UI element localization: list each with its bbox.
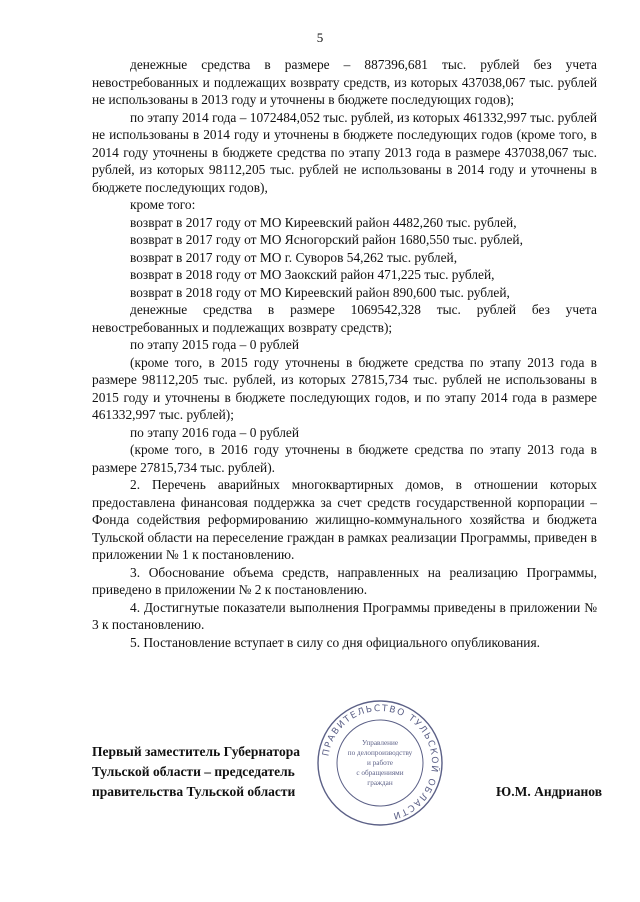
signatory-title-line: правительства Тульской области xyxy=(92,784,296,799)
signatory-title-line: Тульской области – председатель xyxy=(92,764,295,779)
paragraph: по этапу 2014 года – 1072484,052 тыс. рублей, из которых 461332,997 тыс. рублей не использованы в 2014 году и уточнены в бюджете последующих годов (кроме того, в 2014 году уточнены в бюджете средства по этапу 2013 года в размере 437038,067 тыс. рублей, из которых 98112,205 тыс. рублей не использованы в 2014 году и уточнены в бюджете последующих годов), xyxy=(92,109,597,195)
paragraph: 3. Обоснование объема средств, направленных на реализацию Программы, приведено в приложении № 2 к постановлению. xyxy=(92,564,597,597)
paragraph: 5. Постановление вступает в силу со дня официального опубликования. xyxy=(130,634,540,650)
seal-center-line: и работе xyxy=(367,759,393,767)
paragraph: возврат в 2017 году от МО г. Суворов 54,262 тыс. рублей, xyxy=(130,249,458,265)
paragraph: возврат в 2018 году от МО Киреевский район 890,600 тыс. рублей, xyxy=(130,284,510,300)
paragraph: возврат в 2018 году от МО Заокский район 471,225 тыс. рублей, xyxy=(130,267,495,282)
paragraph: 4. Достигнутые показатели выполнения Программы приведены в приложении № 3 к постановлению. xyxy=(92,599,597,632)
signatory-title-line: Первый заместитель Губернатора xyxy=(92,744,300,759)
paragraph: возврат в 2017 году от МО Киреевский район 4482,260 тыс. рублей, xyxy=(130,214,517,230)
seal-center-line: Управление xyxy=(361,739,399,747)
page-number: 5 xyxy=(316,30,324,45)
paragraph: 2. Перечень аварийных многоквартирных домов, в отношении которых предоставлена финансовая поддержка за счет средств государственной корпорации – Фонда содействия реформированию жилищно-коммунального хозяйства и бюджета Тульской области на переселение граждан в рамках реализации Программы, приведен в приложении № 1 к постановлению. xyxy=(92,477,597,562)
paragraph: возврат в 2017 году от МО Ясногорский район 1680,550 тыс. рублей, xyxy=(130,232,523,247)
signatory-title xyxy=(92,742,392,802)
seal-center-line: с обращениями xyxy=(356,769,404,777)
document-body xyxy=(92,56,597,651)
seal-center-line: по делопроизводству xyxy=(347,749,413,757)
seal-center-line: граждан xyxy=(367,779,393,787)
signatory-name: Ю.М. Андрианов xyxy=(496,784,602,799)
paragraph: денежные средства в размере 1069542,328 тыс. рублей без учета невостребованных и подлежащих возврату средств); xyxy=(92,302,597,335)
paragraph: по этапу 2015 года – 0 рублей xyxy=(130,337,300,352)
paragraph: по этапу 2016 года – 0 рублей xyxy=(130,424,300,440)
paragraph: (кроме того, в 2016 году уточнены в бюджете средства по этапу 2013 года в размере 27815,734 тыс. рублей). xyxy=(92,442,597,475)
paragraph: кроме того: xyxy=(130,197,196,212)
signature-block xyxy=(92,742,602,822)
paragraph: денежные средства в размере – 887396,681 тыс. рублей без учета невостребованных и подлежащих возврату средств, из которых 437038,067 тыс. рублей не использованы в 2013 году и уточнены в бюджете последующих годов); xyxy=(92,57,597,107)
seal-ring-text: ПРАВИТЕЛЬСТВО ТУЛЬСКОЙ ОБЛАСТИ xyxy=(321,703,440,821)
paragraph: (кроме того, в 2015 году уточнены в бюджете средства по этапу 2013 года в размере 98112,205 тыс. рублей, из которых 27815,734 тыс. рублей не использованы в 2015 году и уточнены в бюджете последующих годов, и по этапу 2014 года в размере 461332,997 тыс. рублей); xyxy=(92,354,597,422)
